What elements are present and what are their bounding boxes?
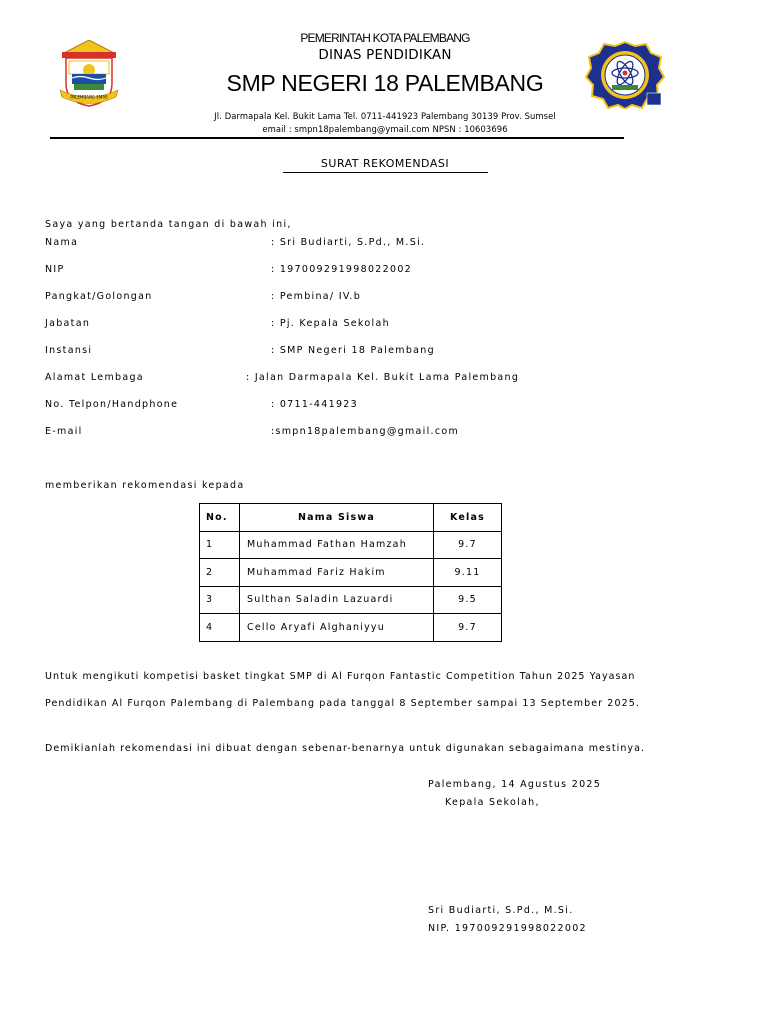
row-name: Cello Aryafi Alghaniyyu bbox=[240, 614, 434, 642]
title-underline bbox=[283, 172, 488, 173]
field-label-telepon: No. Telpon/Handphone bbox=[45, 399, 179, 410]
field-label-nip: NIP bbox=[45, 264, 65, 275]
row-name: Muhammad Fariz Hakim bbox=[240, 559, 434, 587]
table-row bbox=[200, 531, 502, 559]
row-class: 9.7 bbox=[434, 531, 502, 559]
row-no: 4 bbox=[200, 614, 240, 642]
signature-position: Kepala Sekolah, bbox=[445, 797, 540, 808]
document-title: SURAT REKOMENDASI bbox=[320, 157, 450, 170]
field-value-email: :smpn18palembang@gmail.com bbox=[271, 426, 460, 437]
field-label-jabatan: Jabatan bbox=[45, 318, 91, 329]
closing-text: Demikianlah rekomendasi ini dibuat dengan sebenar-benarnya untuk digunakan sebagaimana mestinya. bbox=[45, 743, 646, 754]
header-kelas: Kelas bbox=[434, 504, 502, 532]
government-name: PEMERINTAH KOTA PALEMBANG bbox=[300, 31, 470, 45]
signature-name: Sri Budiarti, S.Pd., M.Si. bbox=[428, 905, 574, 916]
students-table bbox=[199, 503, 502, 642]
field-label-alamat: Alamat Lembaga bbox=[45, 372, 144, 383]
school-name: SMP NEGERI 18 PALEMBANG bbox=[226, 70, 544, 96]
field-label-email: E-mail bbox=[45, 426, 83, 437]
recommend-text: memberikan rekomendasi kepada bbox=[45, 480, 245, 491]
row-name: Muhammad Fathan Hamzah bbox=[240, 531, 434, 559]
field-value-telepon: : 0711-441923 bbox=[271, 399, 358, 410]
emblem-caption: PALEMBANG EMAS bbox=[70, 94, 108, 100]
department-name: DINAS PENDIDIKAN bbox=[318, 47, 452, 63]
field-label-instansi: Instansi bbox=[45, 345, 93, 356]
table-row bbox=[200, 559, 502, 587]
field-value-instansi: : SMP Negeri 18 Palembang bbox=[271, 345, 435, 356]
signature-place-date: Palembang, 14 Agustus 2025 bbox=[428, 779, 602, 790]
school-contact: email : smpn18palembang@ymail.com NPSN : 10603696 bbox=[262, 124, 508, 134]
row-name: Sulthan Saladin Lazuardi bbox=[240, 586, 434, 614]
row-no: 1 bbox=[200, 531, 240, 559]
purpose-line-1: Untuk mengikuti kompetisi basket tingkat SMP di Al Furqon Fantastic Competition Tahun 2025 Yayasan bbox=[45, 671, 636, 682]
table-header-row bbox=[200, 504, 502, 532]
header-nama-siswa: Nama Siswa bbox=[240, 504, 434, 532]
table-row bbox=[200, 614, 502, 642]
field-label-pangkat: Pangkat/Golongan bbox=[45, 291, 153, 302]
field-value-jabatan: : Pj. Kepala Sekolah bbox=[271, 318, 390, 329]
purpose-line-2: Pendidikan Al Furqon Palembang di Palembang pada tanggal 8 September sampai 13 September 2025. bbox=[45, 698, 640, 709]
field-value-pangkat: : Pembina/ IV.b bbox=[271, 291, 362, 302]
school-address: Jl. Darmapala Kel. Bukit Lama Tel. 0711-441923 Palembang 30139 Prov. Sumsel bbox=[214, 111, 556, 121]
row-no: 3 bbox=[200, 586, 240, 614]
signature-nip: NIP. 197009291998022002 bbox=[428, 923, 587, 934]
row-no: 2 bbox=[200, 559, 240, 587]
row-class: 9.5 bbox=[434, 586, 502, 614]
field-value-nip: : 197009291998022002 bbox=[271, 264, 413, 275]
table-row bbox=[200, 586, 502, 614]
field-label-nama: Nama bbox=[45, 237, 79, 248]
intro-text: Saya yang bertanda tangan di bawah ini, bbox=[45, 219, 292, 230]
field-value-nama: : Sri Budiarti, S.Pd., M.Si. bbox=[271, 237, 426, 248]
letterhead-divider bbox=[50, 137, 624, 139]
header-no: No. bbox=[200, 504, 240, 532]
field-value-alamat: : Jalan Darmapala Kel. Bukit Lama Palembang bbox=[246, 372, 520, 383]
row-class: 9.11 bbox=[434, 559, 502, 587]
row-class: 9.7 bbox=[434, 614, 502, 642]
